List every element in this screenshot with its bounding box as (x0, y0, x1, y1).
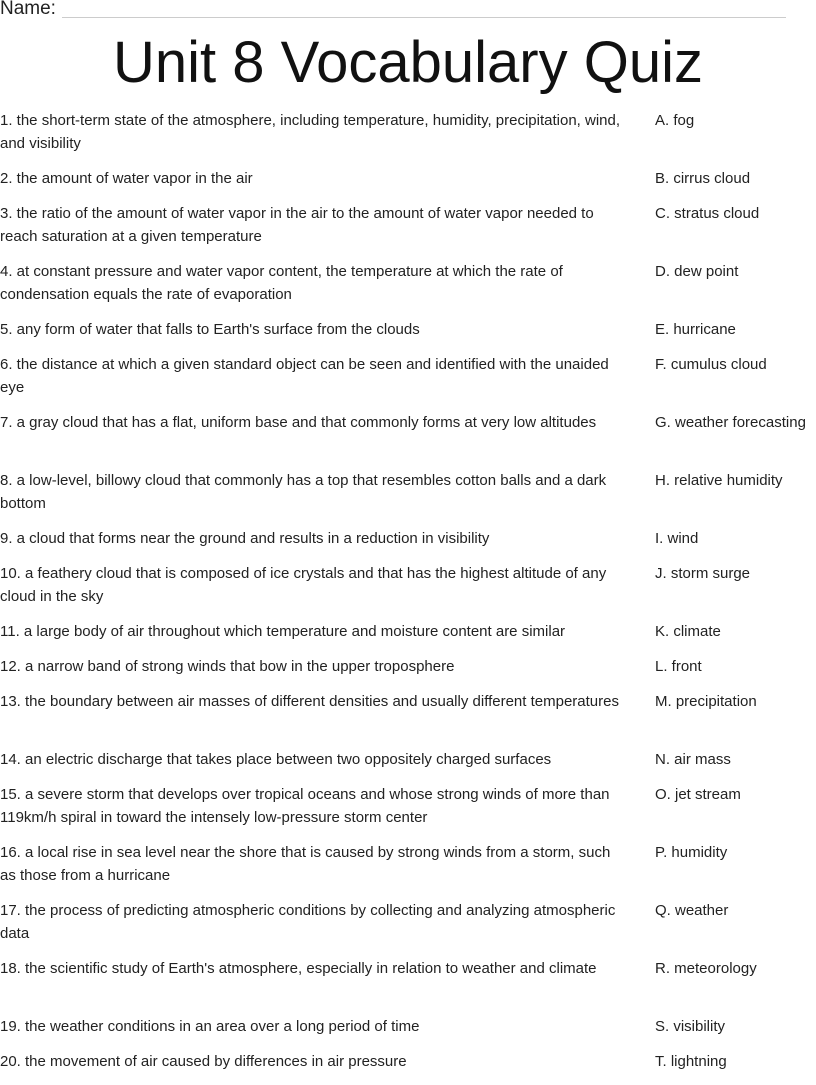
quiz-row (0, 562, 816, 608)
question-text: 1. the short-term state of the atmosphere, including temperature, humidity, precipitation, wind, and visibility (0, 112, 621, 152)
quiz-row (0, 690, 816, 736)
answer-option: R. meteorology (655, 960, 757, 977)
answer-option: E. hurricane (655, 321, 736, 338)
answer-option: H. relative humidity (655, 472, 783, 489)
quiz-row (0, 469, 816, 515)
question-text: 13. the boundary between air masses of different densities and usually different temperatures (0, 693, 619, 710)
question-text: 19. the weather conditions in an area over a long period of time (0, 1018, 420, 1035)
quiz-row (0, 411, 816, 457)
answer-option: I. wind (655, 530, 699, 547)
answer-option: D. dew point (655, 263, 739, 280)
question-text: 15. a severe storm that develops over tropical oceans and whose strong winds of more than 119km/h spiral in toward the intensely low-pressure storm center (0, 786, 610, 826)
quiz-row (0, 620, 816, 643)
quiz-row (0, 957, 816, 1003)
question-text: 14. an electric discharge that takes place between two oppositely charged surfaces (0, 751, 552, 768)
quiz-row (0, 841, 816, 887)
answer-option: J. storm surge (655, 565, 751, 582)
quiz-row (0, 1015, 816, 1038)
answer-option: C. stratus cloud (655, 205, 760, 222)
quiz-row (0, 353, 816, 399)
answer-option: G. weather forecasting (655, 414, 806, 431)
name-underline[interactable] (62, 17, 786, 18)
quiz-list (0, 109, 816, 1085)
answer-option: B. cirrus cloud (655, 170, 751, 187)
quiz-row (0, 655, 816, 678)
question-text: 6. the distance at which a given standard object can be seen and identified with the unaided eye (0, 356, 609, 396)
answer-option: N. air mass (655, 751, 731, 768)
name-field[interactable] (0, 0, 790, 22)
quiz-row (0, 167, 816, 190)
question-text: 16. a local rise in sea level near the shore that is caused by strong winds from a storm, such as those from a hurricane (0, 844, 611, 884)
page-title: Unit 8 Vocabulary Quiz (113, 30, 703, 95)
quiz-row (0, 318, 816, 341)
question-text: 5. any form of water that falls to Earth's surface from the clouds (0, 321, 420, 338)
question-text: 10. a feathery cloud that is composed of ice crystals and that has the highest altitude of any cloud in the sky (0, 565, 607, 605)
answer-option: F. cumulus cloud (655, 356, 767, 373)
question-text: 18. the scientific study of Earth's atmosphere, especially in relation to weather and climate (0, 960, 597, 977)
quiz-row (0, 1050, 816, 1073)
question-text: 3. the ratio of the amount of water vapor in the air to the amount of water vapor needed to reach saturation at a given temperature (0, 205, 594, 245)
quiz-row (0, 527, 816, 550)
answer-option: K. climate (655, 623, 721, 640)
answer-option: Q. weather (655, 902, 729, 919)
name-label: Name: (0, 0, 56, 19)
question-text: 4. at constant pressure and water vapor content, the temperature at which the rate of condensation equals the rate of evaporation (0, 263, 563, 303)
answer-option: P. humidity (655, 844, 728, 861)
question-text: 9. a cloud that forms near the ground and results in a reduction in visibility (0, 530, 490, 547)
question-text: 8. a low-level, billowy cloud that commonly has a top that resembles cotton balls and a dark bottom (0, 472, 607, 512)
question-text: 7. a gray cloud that has a flat, uniform base and that commonly forms at very low altitudes (0, 414, 597, 431)
answer-option: A. fog (655, 112, 695, 129)
quiz-row (0, 748, 816, 771)
quiz-row (0, 109, 816, 155)
answer-option: O. jet stream (655, 786, 741, 803)
answer-option: L. front (655, 658, 702, 675)
quiz-row (0, 783, 816, 829)
question-text: 12. a narrow band of strong winds that bow in the upper troposphere (0, 658, 455, 675)
answer-option: S. visibility (655, 1018, 726, 1035)
quiz-row (0, 899, 816, 945)
question-text: 2. the amount of water vapor in the air (0, 170, 253, 187)
answer-option: T. lightning (655, 1053, 727, 1070)
answer-option: M. precipitation (655, 693, 757, 710)
quiz-row (0, 202, 816, 248)
question-text: 20. the movement of air caused by differences in air pressure (0, 1053, 407, 1070)
question-text: 17. the process of predicting atmospheric conditions by collecting and analyzing atmospheric data (0, 902, 616, 942)
quiz-row (0, 260, 816, 306)
question-text: 11. a large body of air throughout which temperature and moisture content are similar (0, 623, 566, 640)
